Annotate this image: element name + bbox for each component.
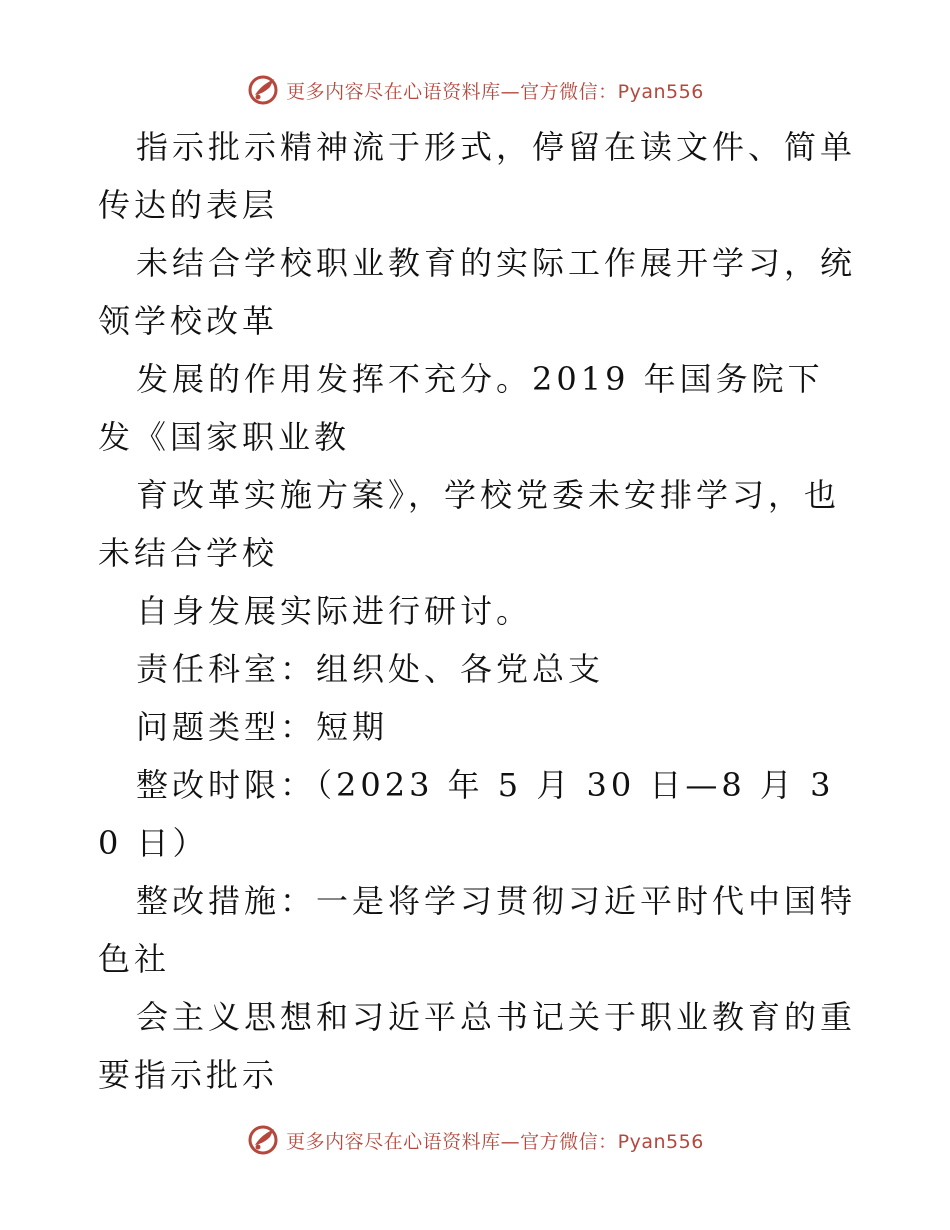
header-watermark [0, 70, 950, 110]
paragraph-4: 育改革实施方案》，学校党委未安排学习，也未结合学校 [98, 476, 841, 572]
measures-1: 整改措施：一是将学习贯彻习近平时代中国特色社 [98, 882, 857, 978]
watermark-text: 更多内容尽在心语资料库—官方微信：Pyan556 [286, 80, 704, 103]
paragraph-2: 未结合学校职业教育的实际工作展开学习，统领学校改革 [98, 244, 857, 340]
deadline: 整改时限：（2023 年 5 月 30 日—8 月 30 日） [98, 766, 835, 862]
paragraph-5: 自身发展实际进行研讨。 [136, 592, 533, 630]
measures-2: 会主义思想和习近平总书记关于职业教育的重要指示批示 [98, 998, 857, 1094]
document-body [98, 118, 858, 1104]
paragraph-3: 发展的作用发挥不充分。2019 年国务院下发《国家职业教 [98, 360, 824, 456]
paragraph-1: 指示批示精神流于形式，停留在读文件、简单传达的表层 [98, 128, 857, 224]
brush-logo-icon [246, 1123, 280, 1157]
footer-watermark [0, 1120, 950, 1160]
watermark-text: 更多内容尽在心语资料库—官方微信：Pyan556 [286, 1130, 704, 1153]
brush-logo-icon [246, 73, 280, 107]
responsible-dept: 责任科室：组织处、各党总支 [136, 650, 605, 688]
issue-type: 问题类型：短期 [136, 708, 389, 746]
